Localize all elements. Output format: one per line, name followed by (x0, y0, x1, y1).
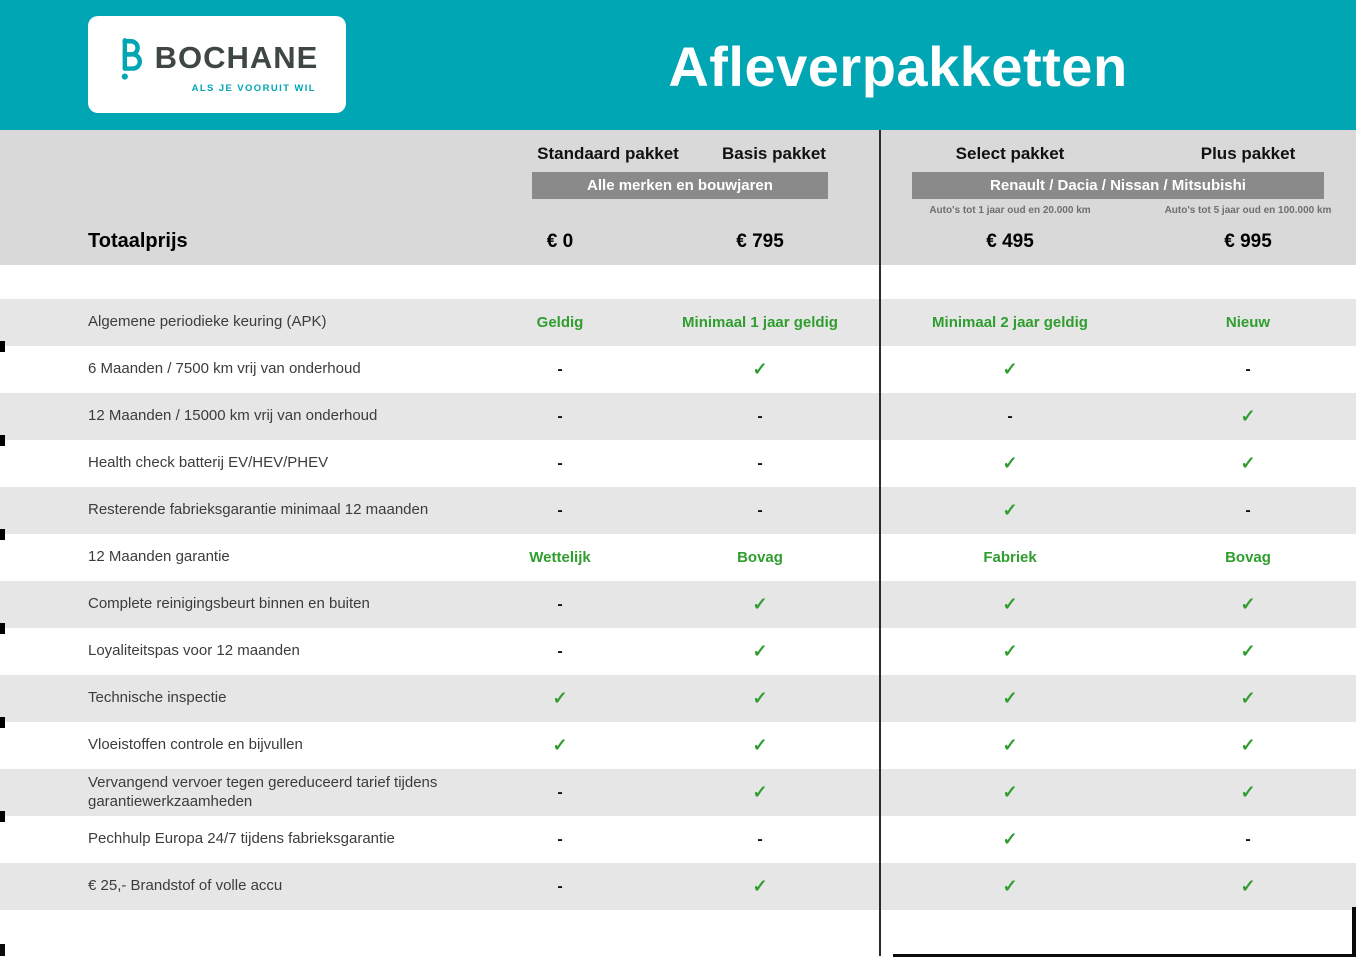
cell-value: Bovag (1225, 549, 1271, 566)
cell-value: ✓ (1002, 641, 1018, 661)
banner-merken: Renault / Dacia / Nissan / Mitsubishi (912, 172, 1324, 199)
row-label: Loyaliteitspas voor 12 maanden (88, 642, 300, 660)
cell-value: ✓ (1240, 406, 1256, 426)
price-standaard: € 0 (546, 230, 574, 252)
cell-value: ✓ (552, 688, 568, 708)
cell-value: ✓ (1240, 688, 1256, 708)
cell-value: ✓ (752, 735, 768, 755)
table-row (0, 534, 1356, 581)
page-title: Afleverpakketten (668, 35, 1128, 98)
cell-value: - (557, 407, 563, 425)
cell-value: ✓ (752, 594, 768, 614)
cell-value: Fabriek (983, 549, 1037, 566)
cell-value: ✓ (1240, 735, 1256, 755)
cell-value: - (557, 454, 563, 472)
cell-value: - (557, 877, 563, 895)
price-basis: € 795 (736, 230, 784, 252)
cell-value: ✓ (1002, 359, 1018, 379)
cell-value: ✓ (1002, 688, 1018, 708)
cell-value: - (1245, 830, 1251, 848)
cell-value: Bovag (737, 549, 783, 566)
spacer (480, 205, 640, 218)
row-label: € 25,- Brandstof of volle accu (88, 877, 283, 895)
column-header-basis: Basis pakket (722, 144, 826, 163)
totals-row (0, 230, 1356, 253)
cell-value: - (757, 407, 763, 425)
row-label: Pechhulp Europa 24/7 tijdens fabrieksgarantie (88, 830, 395, 848)
row-label: 6 Maanden / 7500 km vrij van onderhoud (88, 360, 361, 378)
logo-wordmark: BOCHANE (154, 40, 319, 75)
row-label: Complete reinigingsbeurt binnen en buiten (88, 595, 370, 613)
banner-zone-left (480, 172, 880, 199)
bottom-left-tick (0, 944, 5, 956)
group-banners (0, 172, 1356, 199)
table-row (0, 816, 1356, 863)
price-plus: € 995 (1224, 230, 1272, 252)
cell-value: - (557, 642, 563, 660)
spacer (0, 172, 480, 199)
cell-value: - (557, 783, 563, 801)
cell-value: Geldig (536, 314, 584, 331)
price-select: € 495 (986, 230, 1034, 252)
column-headers (0, 130, 1356, 166)
right-edge-border (1352, 907, 1356, 957)
cell-value: ✓ (752, 782, 768, 802)
cell-value: ✓ (1002, 782, 1018, 802)
cell-value: ✓ (752, 641, 768, 661)
spacer (0, 144, 480, 166)
cell-value: Minimaal 2 jaar geldig (932, 314, 1088, 331)
spacer-row (0, 265, 1356, 299)
table-row (0, 299, 1356, 346)
cell-value: - (1007, 407, 1013, 425)
bochane-logo-icon (116, 35, 146, 81)
row-label: 12 Maanden garantie (88, 548, 230, 566)
banner-alle-merken: Alle merken en bouwjaren (532, 172, 828, 199)
table-row (0, 487, 1356, 534)
section-divider (879, 130, 881, 956)
cell-value: Minimaal 1 jaar geldig (682, 314, 838, 331)
row-label: Health check batterij EV/HEV/PHEV (88, 454, 329, 472)
table-row (0, 863, 1356, 910)
row-label: Resterende fabrieksgarantie minimaal 12 maanden (88, 501, 429, 519)
select-sub-label: Auto's tot 1 jaar oud en 20.000 km (929, 205, 1091, 216)
cell-value: ✓ (1002, 453, 1018, 473)
logo-row (116, 35, 319, 81)
cell-value: ✓ (1240, 453, 1256, 473)
cell-value: ✓ (552, 735, 568, 755)
feature-table (0, 299, 1356, 910)
cell-value: - (757, 830, 763, 848)
cell-value: - (757, 454, 763, 472)
totaalprijs-label: Totaalprijs (88, 230, 188, 252)
table-row (0, 769, 1356, 816)
cell-value: - (557, 501, 563, 519)
cell-value: ✓ (1002, 735, 1018, 755)
cell-value: - (757, 501, 763, 519)
cell-value: Nieuw (1225, 314, 1271, 331)
table-row (0, 722, 1356, 769)
row-label: Vervangend vervoer tegen gereduceerd tarief tijdens garantiewerkzaamheden (88, 773, 438, 810)
cell-value: - (557, 595, 563, 613)
cell-value: - (1245, 501, 1251, 519)
cell-value: - (557, 360, 563, 378)
table-row (0, 346, 1356, 393)
plus-sub-label: Auto's tot 5 jaar oud en 100.000 km (1164, 205, 1332, 216)
banner-zone-right (880, 172, 1356, 199)
cell-value: ✓ (752, 688, 768, 708)
table-row (0, 675, 1356, 722)
cell-value: ✓ (1240, 641, 1256, 661)
logo-tagline: ALS JE VOORUIT WIL (191, 83, 316, 94)
column-header-select: Select pakket (955, 144, 1065, 163)
spacer (0, 205, 480, 218)
row-label: Algemene periodieke keuring (APK) (88, 313, 327, 331)
table-row (0, 581, 1356, 628)
sub-labels (0, 205, 1356, 218)
cell-value: ✓ (1002, 500, 1018, 520)
column-header-standaard: Standaard pakket (537, 144, 679, 163)
cell-value: ✓ (1002, 594, 1018, 614)
row-label: Technische inspectie (88, 689, 227, 707)
cell-value: ✓ (752, 876, 768, 896)
cell-value: - (557, 830, 563, 848)
cell-value: ✓ (1240, 782, 1256, 802)
cell-value: ✓ (1240, 876, 1256, 896)
bottom-border (893, 954, 1356, 957)
cell-value: - (1245, 360, 1251, 378)
header (0, 0, 1356, 130)
table-header-band (0, 130, 1356, 265)
cell-value: Wettelijk (529, 549, 591, 566)
cell-value: ✓ (752, 359, 768, 379)
spacer (640, 205, 880, 218)
cell-value: ✓ (1002, 829, 1018, 849)
cell-value: ✓ (1240, 594, 1256, 614)
cell-value: ✓ (1002, 876, 1018, 896)
table-row (0, 628, 1356, 675)
table-row (0, 440, 1356, 487)
row-label: 12 Maanden / 15000 km vrij van onderhoud (88, 407, 378, 425)
bochane-logo (88, 16, 346, 113)
column-header-plus: Plus pakket (1200, 144, 1296, 163)
row-label: Vloeistoffen controle en bijvullen (88, 736, 303, 754)
table-row (0, 393, 1356, 440)
